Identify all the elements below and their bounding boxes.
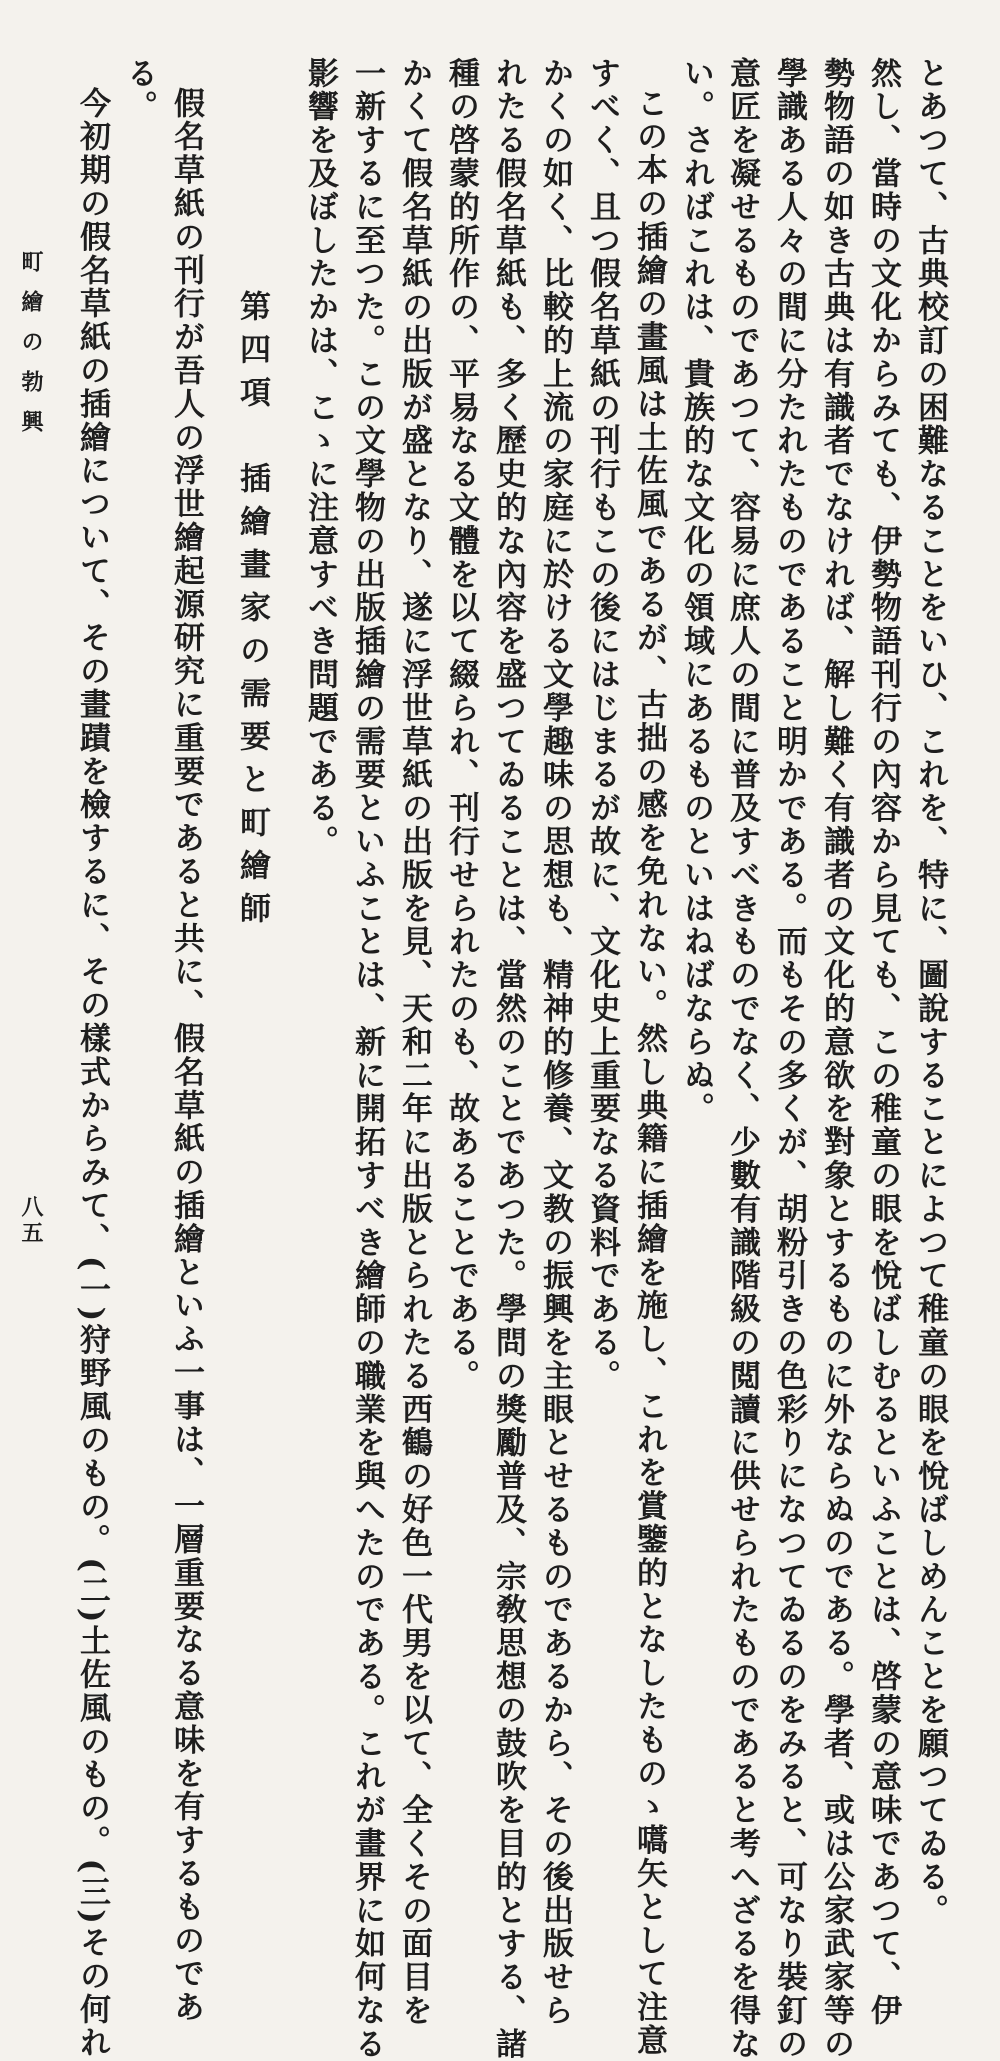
text-line: 影響を及ぼしたかは、こゝに注意すべき問題である。	[302, 57, 338, 859]
text-line: 意匠を凝せるものであつて、容易に庶人の間に普及すべきものでなく、少數有識階級の閲讀に供せられたものであると考へざるを得な	[724, 57, 760, 2061]
text-line: る。	[121, 57, 157, 124]
text-line: 今初期の假名草紙の插繪について、その畫蹟を檢するに、その樣式からみて、(一)狩野風のもの。(二)土佐風のもの。(三)その何れ	[74, 87, 110, 2060]
text-line: とあつて、古典校訂の困難なることをいひ、これを、特に、圖說することによつて稚童の眼を悅ばしめんことを願つてゐる。	[912, 57, 948, 1928]
text-line: かくの如く、比較的上流の家庭に於ける文學趣味の思想も、精神的修養、文教の振興を主眼とせるものであるから、その後出版せら	[537, 57, 573, 2028]
text-line: 假名草紙の刊行が吾人の浮世繪起源研究に重要であると共に、假名草紙の插繪といふ一事は、一層重要なる意味を有するものであ	[168, 87, 204, 2025]
section-heading: 第四項 插繪畫家の需要と町繪師	[234, 290, 270, 935]
text-line: い。さればこれは、貴族的な文化の領域にあるものといはねばならぬ。	[678, 57, 714, 1126]
text-line: すべく、且つ假名草紙の刊行もこの後にはじまるが故に、文化史上重要なる資料である。	[584, 57, 620, 1393]
running-title: 町繪の勃興	[18, 250, 44, 450]
text-line: この本の插繪の畫風は土佐風であるが、古拙の感を免れない。然し典籍に插繪を施し、これを賞鑒的となしたものゝ嚆矢として注意	[631, 87, 667, 2058]
text-line: 一新するに至つた。この文學物の出版插繪の需要といふことは、新に開拓すべき繪師の職業を與へたのである。これが畫界に如何なる	[349, 57, 385, 2061]
text-line: 種の啓蒙的所作の、平易なる文體を以て綴られ、刊行せられたのも、故あることである。	[443, 57, 479, 1393]
text-line: かくて假名草紙の出版が盛となり、遂に浮世草紙の出版を見、天和二年に出版とられたる西鶴の好色一代男を以て、全くその面目を	[396, 57, 432, 2028]
text-line: 然し、當時の文化からみても、伊勢物語刊行の內容から見ても、この稚童の眼を悅ばしむるといふことは、啓蒙の意味であつて、伊	[865, 57, 901, 2028]
page-number: 八五	[18, 1195, 44, 1247]
text-line: れたる假名草紙も、多く歷史的な內容を盛つてゐることは、當然のことであつた。學問の獎勵普及、宗敎思想の鼓吹を目的とする、諸	[490, 57, 526, 2061]
text-line: 勢物語の如き古典は有識者でなければ、解し難く有識者の文化的意欲を對象とするものに外ならぬのである。學者、或は公家武家等の	[818, 57, 854, 2061]
text-line: 學識ある人々の間に分たれたものであること明かである。而もその多くが、胡粉引きの色彩りになつてゐるのをみると、可なり裝釘の	[771, 57, 807, 2061]
